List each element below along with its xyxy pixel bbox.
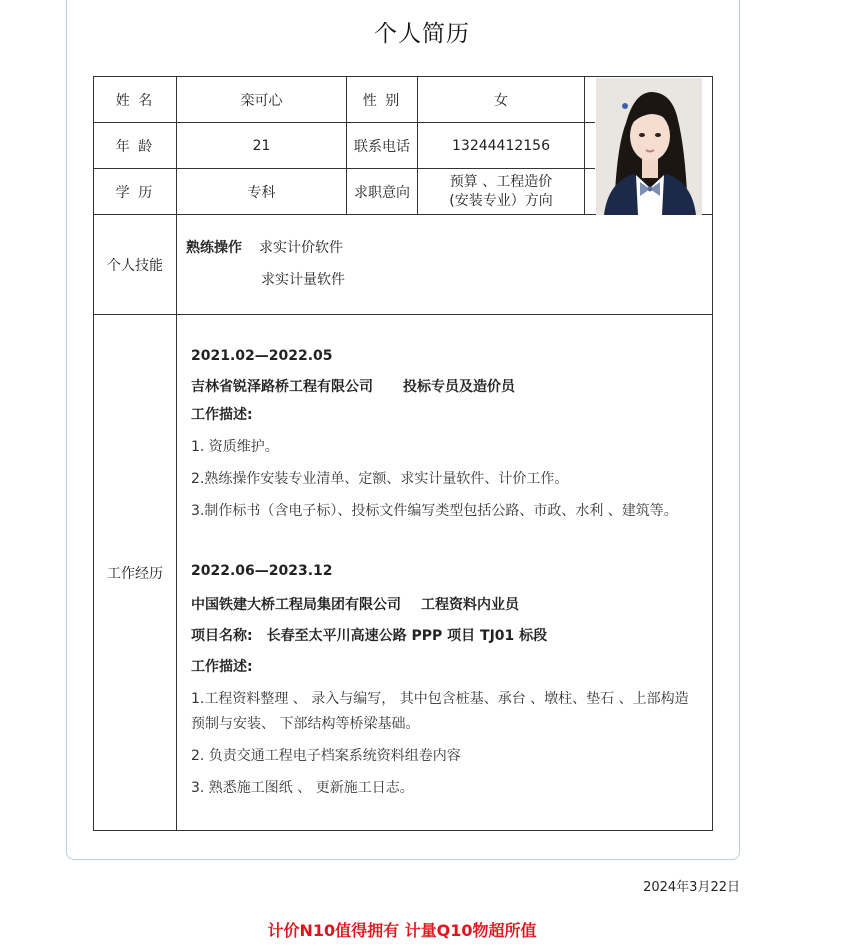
resume-date: 2024年3月22日 bbox=[643, 880, 740, 895]
intent-value bbox=[418, 169, 584, 214]
education-value: 专科 bbox=[247, 184, 276, 201]
job-desc-item: 2. 负责交通工程电子档案系统资料组卷内容 bbox=[191, 748, 461, 764]
job-period: 2022.06—2023.12 bbox=[191, 563, 333, 579]
job-desc-item: 3.制作标书（含电子标）、投标文件编写类型包括公路、市政、水利 、建筑等。 bbox=[191, 503, 678, 519]
job-desc-item: 1.工程资料整理 、 录入与编写， 其中包含桩基、承台 、墩柱、垫石 、上部构造 bbox=[191, 691, 689, 707]
job-desc-item: 2.熟练操作安装专业清单、定额、求实计量软件、计价工作。 bbox=[191, 471, 569, 487]
work-label: 工作经历 bbox=[107, 565, 163, 582]
gender-label: 性 别 bbox=[362, 92, 402, 109]
job-title-line bbox=[191, 594, 519, 614]
gender-value: 女 bbox=[494, 92, 508, 109]
phone-label: 联系电话 bbox=[354, 138, 410, 155]
job-desc-item: 1. 资质维护。 bbox=[191, 439, 279, 455]
intent-line-1: 预算 、工程造价 bbox=[449, 173, 553, 190]
job-desc-item: 预制与安装、 下部结构等桥梁基础。 bbox=[191, 716, 420, 732]
promo-text: 计价N10值得拥有 计量Q10物超所值 bbox=[267, 921, 537, 940]
job-project: 长春至太平川高速公路 PPP 项目 TJ01 标段 bbox=[266, 628, 548, 644]
job-title-line bbox=[191, 376, 515, 396]
job-desc-label: 工作描述: bbox=[191, 407, 253, 423]
job-position: 投标专员及造价员 bbox=[403, 379, 515, 395]
job-desc-label: 工作描述: bbox=[191, 659, 253, 675]
skills-item: 求实计量软件 bbox=[261, 272, 345, 288]
page-title: 个人简历 bbox=[374, 21, 470, 47]
skills-item: 求实计价软件 bbox=[259, 240, 343, 256]
name-label: 姓 名 bbox=[115, 92, 155, 109]
skills-label: 个人技能 bbox=[107, 257, 163, 274]
job-company: 吉林省锐泽路桥工程有限公司 bbox=[191, 379, 373, 395]
col-divider bbox=[584, 77, 585, 214]
profile-photo bbox=[596, 78, 702, 215]
row-divider bbox=[94, 314, 712, 315]
phone-value: 13244412156 bbox=[452, 137, 550, 154]
age-value: 21 bbox=[252, 137, 271, 154]
job-desc-item: 3. 熟悉施工图纸 、 更新施工日志。 bbox=[191, 780, 414, 796]
intent-label: 求职意向 bbox=[354, 184, 410, 201]
name-value: 栾可心 bbox=[240, 92, 283, 109]
intent-line-2: (安装专业）方向 bbox=[449, 192, 553, 209]
education-label: 学 历 bbox=[115, 184, 155, 201]
job-project-label: 项目名称: bbox=[191, 628, 253, 644]
job-period: 2021.02—2022.05 bbox=[191, 348, 333, 364]
job-position: 工程资料内业员 bbox=[421, 597, 519, 613]
resume-table bbox=[93, 76, 713, 831]
skills-lead: 熟练操作 bbox=[186, 240, 242, 256]
age-label: 年 龄 bbox=[115, 138, 155, 155]
job-company: 中国铁建大桥工程局集团有限公司 bbox=[191, 597, 401, 613]
job-project-line bbox=[191, 625, 547, 645]
